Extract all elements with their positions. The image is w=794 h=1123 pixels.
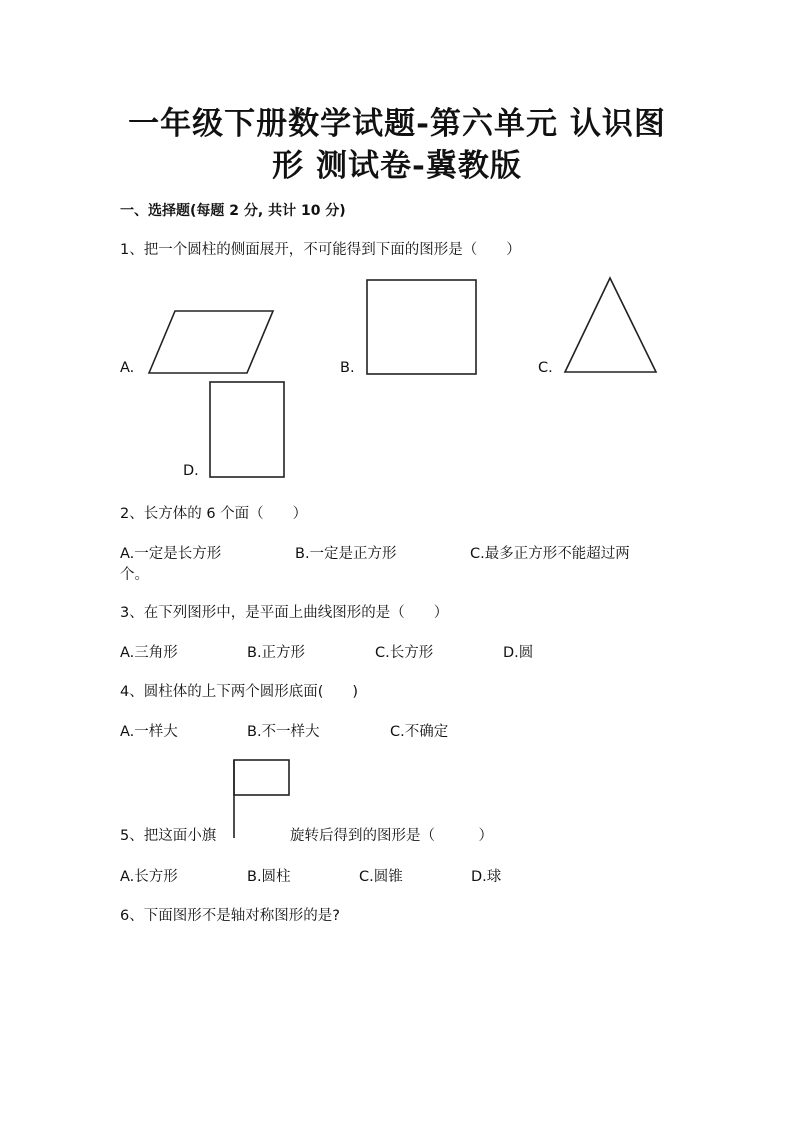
q2-option-b: B.一定是正方形 <box>295 546 397 562</box>
q4-option-a: A.一样大 <box>120 724 178 740</box>
q3-option-d: D.圆 <box>503 645 534 661</box>
q5-option-c: C.圆锥 <box>359 869 403 885</box>
q5-option-b: B.圆柱 <box>247 869 291 885</box>
q3-option-b: B.正方形 <box>247 645 306 661</box>
section-heading: 一、选择题(每题 2 分, 共计 10 分) <box>120 203 346 219</box>
page-title-line-2: 形 测试卷-冀教版 <box>272 148 522 184</box>
q1-option-a-label: A. <box>120 360 135 376</box>
q3-option-c: C.长方形 <box>375 645 434 661</box>
rectangle-figure <box>208 380 288 480</box>
question-5-stem-before: 5、把这面小旗 <box>120 828 217 844</box>
q2-option-c: C.最多正方形不能超过两 <box>470 546 630 562</box>
q4-option-b: B.不一样大 <box>247 724 320 740</box>
page-title-line-1: 一年级下册数学试题-第六单元 认识图 <box>128 106 666 142</box>
q5-option-a: A.长方形 <box>120 869 178 885</box>
q1-option-d-label: D. <box>183 463 199 479</box>
q1-option-b-label: B. <box>340 360 355 376</box>
question-4-stem: 4、圆柱体的上下两个圆形底面( ) <box>120 684 359 700</box>
q5-option-d: D.球 <box>471 869 502 885</box>
q4-option-c: C.不确定 <box>390 724 449 740</box>
question-2-stem: 2、长方体的 6 个面（ ） <box>120 506 308 522</box>
triangle-figure <box>562 274 660 376</box>
parallelogram-figure <box>145 307 277 377</box>
question-3-stem: 3、在下列图形中，是平面上曲线图形的是（ ） <box>120 605 449 621</box>
q1-option-c-label: C. <box>538 360 553 376</box>
flag-figure <box>231 758 293 840</box>
question-5-stem-after: 旋转后得到的图形是（ ） <box>290 828 493 844</box>
question-1-stem: 1、把一个圆柱的侧面展开，不可能得到下面的图形是（ ） <box>120 242 521 258</box>
q3-option-a: A.三角形 <box>120 645 178 661</box>
square-figure <box>365 278 479 376</box>
q2-option-c-continuation: 个。 <box>120 567 149 583</box>
q2-option-a: A.一定是长方形 <box>120 546 222 562</box>
question-6-stem: 6、下面图形不是轴对称图形的是? <box>120 908 340 924</box>
